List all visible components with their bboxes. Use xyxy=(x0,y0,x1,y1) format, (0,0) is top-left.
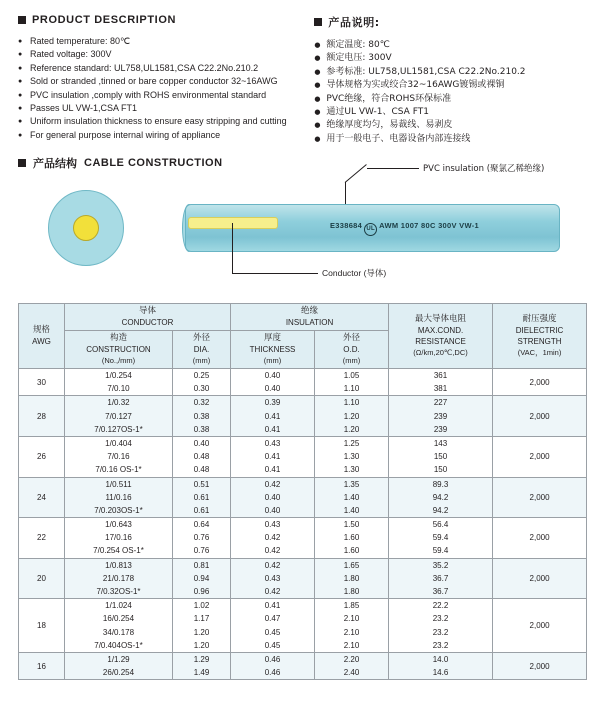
col-header-resistance-unit: (Ω/km,20℃,DC) xyxy=(413,348,468,357)
col-header-od-en: O.D. xyxy=(343,345,360,354)
col-group-insulation-cn: 绝缘 xyxy=(301,306,319,316)
cell-dielectric-strength: 2,000 xyxy=(493,396,587,437)
cable-construction-heading xyxy=(18,155,223,171)
cell-dielectric-strength: 2,000 xyxy=(493,436,587,477)
col-header-od-unit: (mm) xyxy=(342,356,361,365)
description-chinese-column xyxy=(314,14,588,155)
cell-overall-diameter: 1.65 1.80 1.80 xyxy=(315,558,389,599)
cell-conductor-dia: 1.29 1.49 xyxy=(173,652,231,679)
cell-max-resistance: 89.3 94.2 94.2 xyxy=(389,477,493,518)
cell-awg-size: 16 xyxy=(19,652,65,679)
col-header-dia-en: DIA. xyxy=(193,345,210,354)
cable-construction-heading-en: CABLE CONSTRUCTION xyxy=(84,157,223,169)
list-item: ● For general purpose internal wiring of appliance xyxy=(18,129,314,142)
cell-max-resistance: 143 150 150 xyxy=(389,436,493,477)
list-item: ● Reference standard: UL758,UL1581,CSA C22.2No.210.2 xyxy=(18,62,314,75)
col-header-thickness-en: THICKNESS xyxy=(249,345,296,354)
list-item: ● 通过UL VW-1、CSA FT1 xyxy=(314,106,588,119)
table-row xyxy=(19,518,587,559)
exposed-conductor xyxy=(188,217,278,229)
cell-dielectric-strength: 2,000 xyxy=(493,518,587,559)
product-description-heading-cn-label: 产品说明: xyxy=(328,16,380,29)
col-group-conductor xyxy=(65,304,231,331)
cell-overall-diameter: 1.10 1.20 1.20 xyxy=(315,396,389,437)
square-bullet-icon xyxy=(18,159,26,167)
list-item: ● 导体规格为实或绞合32~16AWG镀锡或裸铜 xyxy=(314,79,588,92)
cell-construction: 1/0.643 17/0.16 7/0.254 OS-1* xyxy=(65,518,173,559)
cable-marking-file-number: E338684 xyxy=(330,221,363,230)
list-item: ● PVC绝缘，符合ROHS环保标准 xyxy=(314,93,588,106)
cell-insulation-thickness: 0.41 0.47 0.45 0.45 xyxy=(231,599,315,653)
cell-construction: 1/0.511 11/0.16 7/0.203OS-1* xyxy=(65,477,173,518)
list-item: ● 绝缘厚度均匀，易裁线、易剥皮 xyxy=(314,119,588,132)
list-item: ● Rated temperature: 80℃ xyxy=(18,35,314,48)
col-group-conductor-en: CONDUCTOR xyxy=(121,318,174,327)
cell-dielectric-strength: 2,000 xyxy=(493,558,587,599)
col-header-dia xyxy=(173,331,231,369)
cell-dielectric-strength: 2,000 xyxy=(493,369,587,396)
col-header-resistance xyxy=(389,304,493,369)
cell-construction: 1/0.254 7/0.10 xyxy=(65,369,173,396)
cell-construction: 1/0.32 7/0.127 7/0.127OS-1* xyxy=(65,396,173,437)
specification-table-wrapper xyxy=(18,303,586,680)
cell-construction: 1/0.813 21/0.178 7/0.32OS-1* xyxy=(65,558,173,599)
col-header-dielectric-en1: DIELECTRIC xyxy=(515,326,564,335)
list-item: ● PVC insulation ,comply with ROHS environmental standard xyxy=(18,89,314,102)
description-english-column xyxy=(18,14,314,155)
cell-awg-size: 22 xyxy=(19,518,65,559)
col-header-resistance-en2: RESISTANCE xyxy=(415,337,466,346)
cell-conductor-dia: 0.40 0.48 0.48 xyxy=(173,436,231,477)
list-item: ● 额定温度: 80℃ xyxy=(314,39,588,52)
cell-conductor-dia: 1.02 1.17 1.20 1.20 xyxy=(173,599,231,653)
cell-construction: 1/1.29 26/0.254 xyxy=(65,652,173,679)
list-item: ● 用于一般电子、电器设备内部连接线 xyxy=(314,133,588,146)
cell-insulation-thickness: 0.43 0.41 0.41 xyxy=(231,436,315,477)
col-header-construction-unit: (No.,/mm) xyxy=(101,356,136,365)
col-header-thickness xyxy=(231,331,315,369)
cable-marking-spec: AWM 1007 80C 300V VW-1 xyxy=(379,221,479,230)
list-item: ● 参考标准: UL758,UL1581,CSA C22.2No.210.2 xyxy=(314,66,588,79)
cell-max-resistance: 227 239 239 xyxy=(389,396,493,437)
col-header-size-cn: 规格 xyxy=(32,325,50,335)
cell-dielectric-strength: 2,000 xyxy=(493,477,587,518)
table-header-group-row xyxy=(19,304,587,331)
cable-construction-heading-cn: 产品结构 xyxy=(33,157,77,170)
description-chinese-list xyxy=(314,39,588,146)
leader-line-insulation-horizontal xyxy=(367,168,419,169)
table-body xyxy=(19,369,587,680)
product-description-heading-label: PRODUCT DESCRIPTION xyxy=(32,14,177,26)
square-bullet-icon xyxy=(18,16,26,24)
cell-awg-size: 30 xyxy=(19,369,65,396)
cell-insulation-thickness: 0.42 0.40 0.40 xyxy=(231,477,315,518)
cable-diagram xyxy=(0,164,603,296)
product-description-section xyxy=(18,14,588,155)
col-header-dielectric xyxy=(493,304,587,369)
table-header xyxy=(19,304,587,369)
cell-overall-diameter: 1.85 2.10 2.10 2.10 xyxy=(315,599,389,653)
leader-line-conductor-vertical xyxy=(232,223,233,273)
cell-overall-diameter: 1.50 1.60 1.60 xyxy=(315,518,389,559)
cell-awg-size: 20 xyxy=(19,558,65,599)
cell-dielectric-strength: 2,000 xyxy=(493,599,587,653)
cell-conductor-dia: 0.51 0.61 0.61 xyxy=(173,477,231,518)
list-item: ● 额定电压: 300V xyxy=(314,52,588,65)
cell-insulation-thickness: 0.40 0.40 xyxy=(231,369,315,396)
label-conductor: Conductor (导体) xyxy=(322,268,387,278)
table-row xyxy=(19,369,587,396)
description-english-list xyxy=(18,35,314,142)
col-header-resistance-en1: MAX.COND. xyxy=(417,326,464,335)
col-header-thickness-unit: (mm) xyxy=(263,356,282,365)
cell-conductor-dia: 0.64 0.76 0.76 xyxy=(173,518,231,559)
cell-dielectric-strength: 2,000 xyxy=(493,652,587,679)
col-header-dielectric-en2: STRENGTH xyxy=(517,337,562,346)
label-pvc-insulation: PVC insulation (聚氯乙稀绝缘) xyxy=(423,164,545,174)
col-header-construction-en: CONSTRUCTION xyxy=(86,345,151,354)
cell-max-resistance: 14.0 14.6 xyxy=(389,652,493,679)
col-header-dia-unit: (mm) xyxy=(192,356,211,365)
list-item: ● Uniform insulation thickness to ensure easy stripping and cutting xyxy=(18,115,314,128)
leader-line-insulation-down xyxy=(345,182,346,204)
col-group-conductor-cn: 导体 xyxy=(139,306,157,316)
table-row xyxy=(19,558,587,599)
specification-table xyxy=(18,303,587,680)
ul-logo-icon: UL xyxy=(364,223,377,236)
col-header-thickness-cn: 厚度 xyxy=(264,333,282,343)
col-header-dielectric-unit: (VAC，1min) xyxy=(517,348,562,357)
cell-awg-size: 24 xyxy=(19,477,65,518)
square-bullet-icon xyxy=(314,18,322,26)
col-header-od-cn: 外径 xyxy=(343,333,361,343)
cell-overall-diameter: 1.05 1.10 xyxy=(315,369,389,396)
cell-construction: 1/1.024 16/0.254 34/0.178 7/0.404OS-1* xyxy=(65,599,173,653)
leader-line-insulation-diagonal xyxy=(345,164,367,183)
cell-insulation-thickness: 0.39 0.41 0.41 xyxy=(231,396,315,437)
cell-overall-diameter: 1.35 1.40 1.40 xyxy=(315,477,389,518)
col-header-size xyxy=(19,304,65,369)
product-description-heading xyxy=(18,14,314,26)
cell-max-resistance: 35.2 36.7 36.7 xyxy=(389,558,493,599)
list-item: ● Rated voltage: 300V xyxy=(18,48,314,61)
col-header-resistance-cn: 最大导体电阻 xyxy=(415,314,467,324)
col-header-dia-cn: 外径 xyxy=(193,333,211,343)
cell-max-resistance: 22.2 23.2 23.2 23.2 xyxy=(389,599,493,653)
col-group-insulation xyxy=(231,304,389,331)
col-header-dielectric-cn: 耐压强度 xyxy=(522,314,557,324)
cell-awg-size: 18 xyxy=(19,599,65,653)
leader-line-conductor-horizontal xyxy=(232,273,318,274)
cell-conductor-dia: 0.32 0.38 0.38 xyxy=(173,396,231,437)
cell-max-resistance: 361 381 xyxy=(389,369,493,396)
table-row xyxy=(19,652,587,679)
cell-overall-diameter: 1.25 1.30 1.30 xyxy=(315,436,389,477)
list-item: ● Passes UL VW-1,CSA FT1 xyxy=(18,102,314,115)
cell-awg-size: 28 xyxy=(19,396,65,437)
cell-insulation-thickness: 0.43 0.42 0.42 xyxy=(231,518,315,559)
cell-insulation-thickness: 0.46 0.46 xyxy=(231,652,315,679)
cell-construction: 1/0.404 7/0.16 7/0.16 OS-1* xyxy=(65,436,173,477)
cross-section-insulation xyxy=(48,190,124,266)
col-header-size-en: AWG xyxy=(32,337,51,346)
col-header-construction-cn: 构造 xyxy=(109,333,127,343)
cable-print-marking xyxy=(330,221,479,234)
col-group-insulation-en: INSULATION xyxy=(285,318,334,327)
cell-conductor-dia: 0.25 0.30 xyxy=(173,369,231,396)
cell-insulation-thickness: 0.42 0.43 0.42 xyxy=(231,558,315,599)
cell-overall-diameter: 2.20 2.40 xyxy=(315,652,389,679)
table-row xyxy=(19,436,587,477)
table-row xyxy=(19,599,587,653)
product-description-heading-cn xyxy=(314,14,588,30)
cell-conductor-dia: 0.81 0.94 0.96 xyxy=(173,558,231,599)
cross-section-conductor xyxy=(73,215,99,241)
table-row xyxy=(19,396,587,437)
cell-awg-size: 26 xyxy=(19,436,65,477)
cell-max-resistance: 56.4 59.4 59.4 xyxy=(389,518,493,559)
table-row xyxy=(19,477,587,518)
col-header-od xyxy=(315,331,389,369)
col-header-construction xyxy=(65,331,173,369)
list-item: ● Sold or stranded ,tinned or bare copper conductor 32~16AWG xyxy=(18,75,314,88)
